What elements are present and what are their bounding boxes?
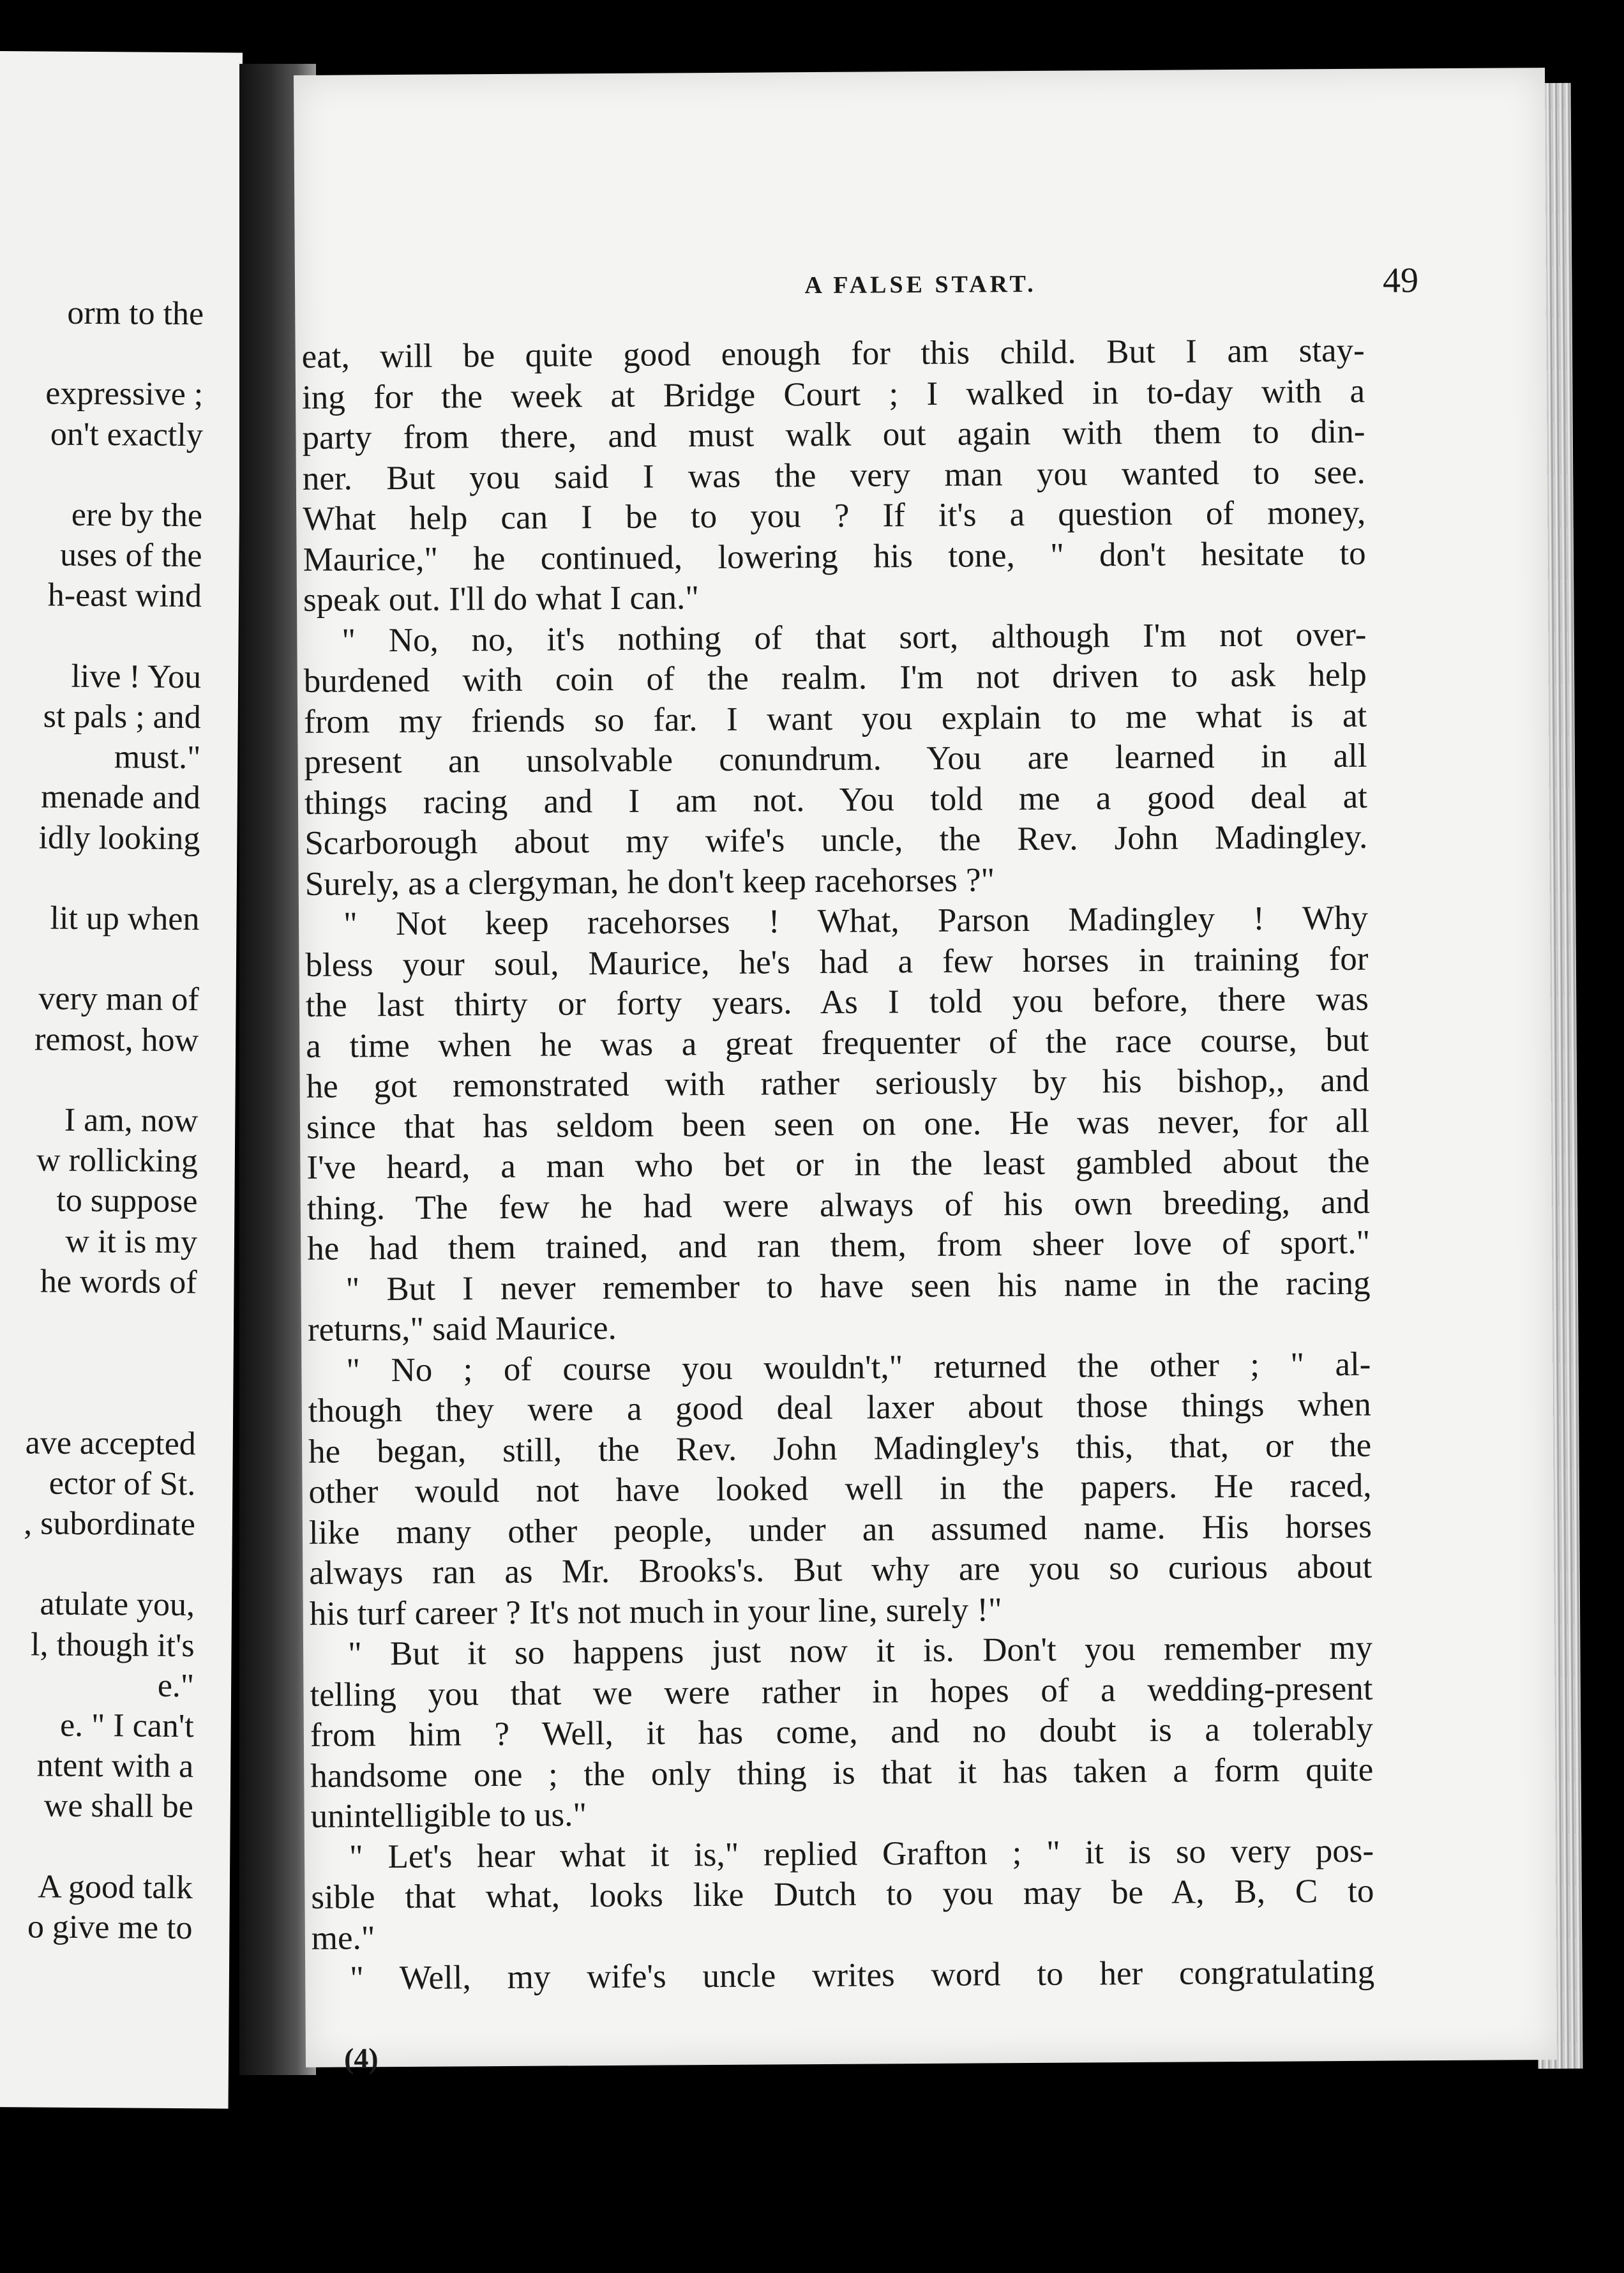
text-line: the last thirty or forty years. As I told you before, there was [305, 980, 1369, 1024]
left-text-line: w it is my [65, 1223, 198, 1260]
signature-mark: (4) [343, 2042, 379, 2075]
text-line: thing. The few he had were always of his own breeding, and [306, 1183, 1370, 1227]
text-line: from him ? Well, it has come, and no doubt is a tolerably [310, 1710, 1374, 1754]
left-text-line: remost, how [34, 1021, 199, 1059]
text-line: me." [311, 1919, 375, 1957]
text-line: speak out. I'll do what I can." [303, 579, 700, 619]
left-text-line: l, though it's [30, 1626, 195, 1664]
left-text-line: expressive ; [45, 375, 204, 413]
text-line: always ran as Mr. Brooks's. But why are you so curious about [309, 1548, 1372, 1592]
text-line: unintelligible to us." [310, 1796, 587, 1835]
text-line: burdened with coin of the realm. I'm not driven to ask help [303, 656, 1367, 700]
left-text-line: lit up when [50, 900, 200, 938]
running-head: A FALSE START. [804, 270, 1037, 299]
left-text-line: menade and [40, 778, 201, 817]
text-line: " No ; of course you wouldn't," returned the other ; " al- [346, 1345, 1371, 1389]
left-text-line: he words of [40, 1263, 197, 1301]
text-line: What help can I be to you ? If it's a question of money, [303, 494, 1366, 538]
text-line: party from there, and must walk out again with them to din- [302, 412, 1365, 457]
text-line: " Well, my wife's uncle writes word to her congratulating [350, 1953, 1375, 1997]
text-line: I've heard, a man who bet or in the least gambled about the [306, 1142, 1370, 1186]
right-page [294, 68, 1557, 2075]
text-line: other would not have looked well in the papers. He raced, [308, 1467, 1372, 1511]
page-number: 49 [1382, 261, 1419, 301]
text-line: a time when he was a great frequenter of the race course, but [306, 1021, 1369, 1065]
text-line: present an unsolvable conundrum. You are learned in all [304, 737, 1367, 781]
text-line: since that has seldom been seen on one. He was never, for all [306, 1102, 1370, 1146]
text-line: Scarborough about my wife's uncle, the Rev. John Madingley. [304, 818, 1368, 862]
text-line: sible that what, looks like Dutch to you may be A, B, C to [311, 1872, 1374, 1916]
text-line: returns," said Maurice. [307, 1309, 617, 1348]
text-line: " But I never remember to have seen his name in the racing [345, 1264, 1371, 1308]
text-line: handsome one ; the only thing is that it has taken a form quite [310, 1751, 1374, 1795]
text-line: telling you that we were rather in hopes of a wedding-present [310, 1670, 1373, 1714]
text-line: from my friends so far. I want you explain to me what is at [304, 697, 1367, 741]
left-text-line: live ! You [71, 658, 202, 696]
left-text-line: must." [114, 739, 201, 776]
text-line: though they were a good deal laxer about those things when [308, 1386, 1371, 1430]
left-text-line: e." [157, 1667, 195, 1704]
text-line: ing for the week at Bridge Court ; I walked in to-day with a [301, 372, 1365, 416]
left-text-line: atulate you, [40, 1585, 195, 1624]
left-text-line: st pals ; and [43, 698, 201, 736]
left-text-line: uses of the [59, 536, 202, 575]
text-line: like many other people, under an assumed name. His horses [308, 1507, 1372, 1552]
left-text-line: ere by the [71, 496, 203, 534]
text-line: things racing and I am not. You told me a good deal at [304, 778, 1368, 822]
left-text-line: ave accepted [25, 1424, 196, 1462]
body-text [302, 331, 1375, 2000]
left-text-line: to suppose [56, 1182, 198, 1220]
text-line: ner. But you said I was the very man you wanted to see. [302, 453, 1366, 497]
page-header [295, 259, 1546, 318]
text-line: Maurice," he continued, lowering his tone, " don't hesitate to [303, 534, 1366, 578]
left-text-line: very man of [38, 980, 199, 1018]
left-text-line: A good talk [38, 1868, 193, 1906]
left-text-line: e. " I can't [59, 1707, 194, 1745]
left-text-line: ector of St. [49, 1465, 196, 1502]
text-line: he got remonstrated with rather seriously by his bishop,, and [306, 1061, 1369, 1105]
text-line: he had them trained, and ran them, from sheer love of sport." [307, 1223, 1371, 1267]
left-text-line: orm to the [67, 294, 204, 333]
left-text-line: , subordinate [24, 1505, 196, 1543]
text-line: eat, will be quite good enough for this child. But I am stay- [301, 331, 1365, 375]
text-line: Surely, as a clergyman, he don't keep racehorses ?" [304, 861, 995, 903]
text-line: his turf career ? It's not much in your line, surely !" [309, 1590, 1002, 1633]
left-page-text [0, 51, 206, 1947]
text-line: " No, no, it's nothing of that sort, although I'm not over- [342, 615, 1367, 660]
left-text-line: we shall be [43, 1787, 194, 1825]
text-line: " Let's hear what it is," replied Grafton ; " it is so very pos- [349, 1832, 1374, 1876]
text-line: he began, still, the Rev. John Madingley's this, that, or the [308, 1426, 1372, 1470]
left-text-line: on't exactly [50, 416, 204, 453]
left-text-line: I am, now [64, 1101, 199, 1140]
text-line: " Not keep racehorses ! What, Parson Madingley ! Why [343, 899, 1369, 943]
text-line: " But it so happens just now it is. Don't you remember my [347, 1629, 1373, 1673]
text-line: bless your soul, Maurice, he's had a few horses in training for [305, 940, 1369, 984]
left-text-line: h-east wind [47, 577, 202, 615]
left-text-line: w rollicking [36, 1142, 199, 1180]
left-text-line: idly looking [38, 819, 200, 857]
left-text-line: o give me to [27, 1908, 193, 1947]
left-facing-page [0, 51, 243, 2109]
left-text-line: ntent with a [36, 1747, 194, 1785]
